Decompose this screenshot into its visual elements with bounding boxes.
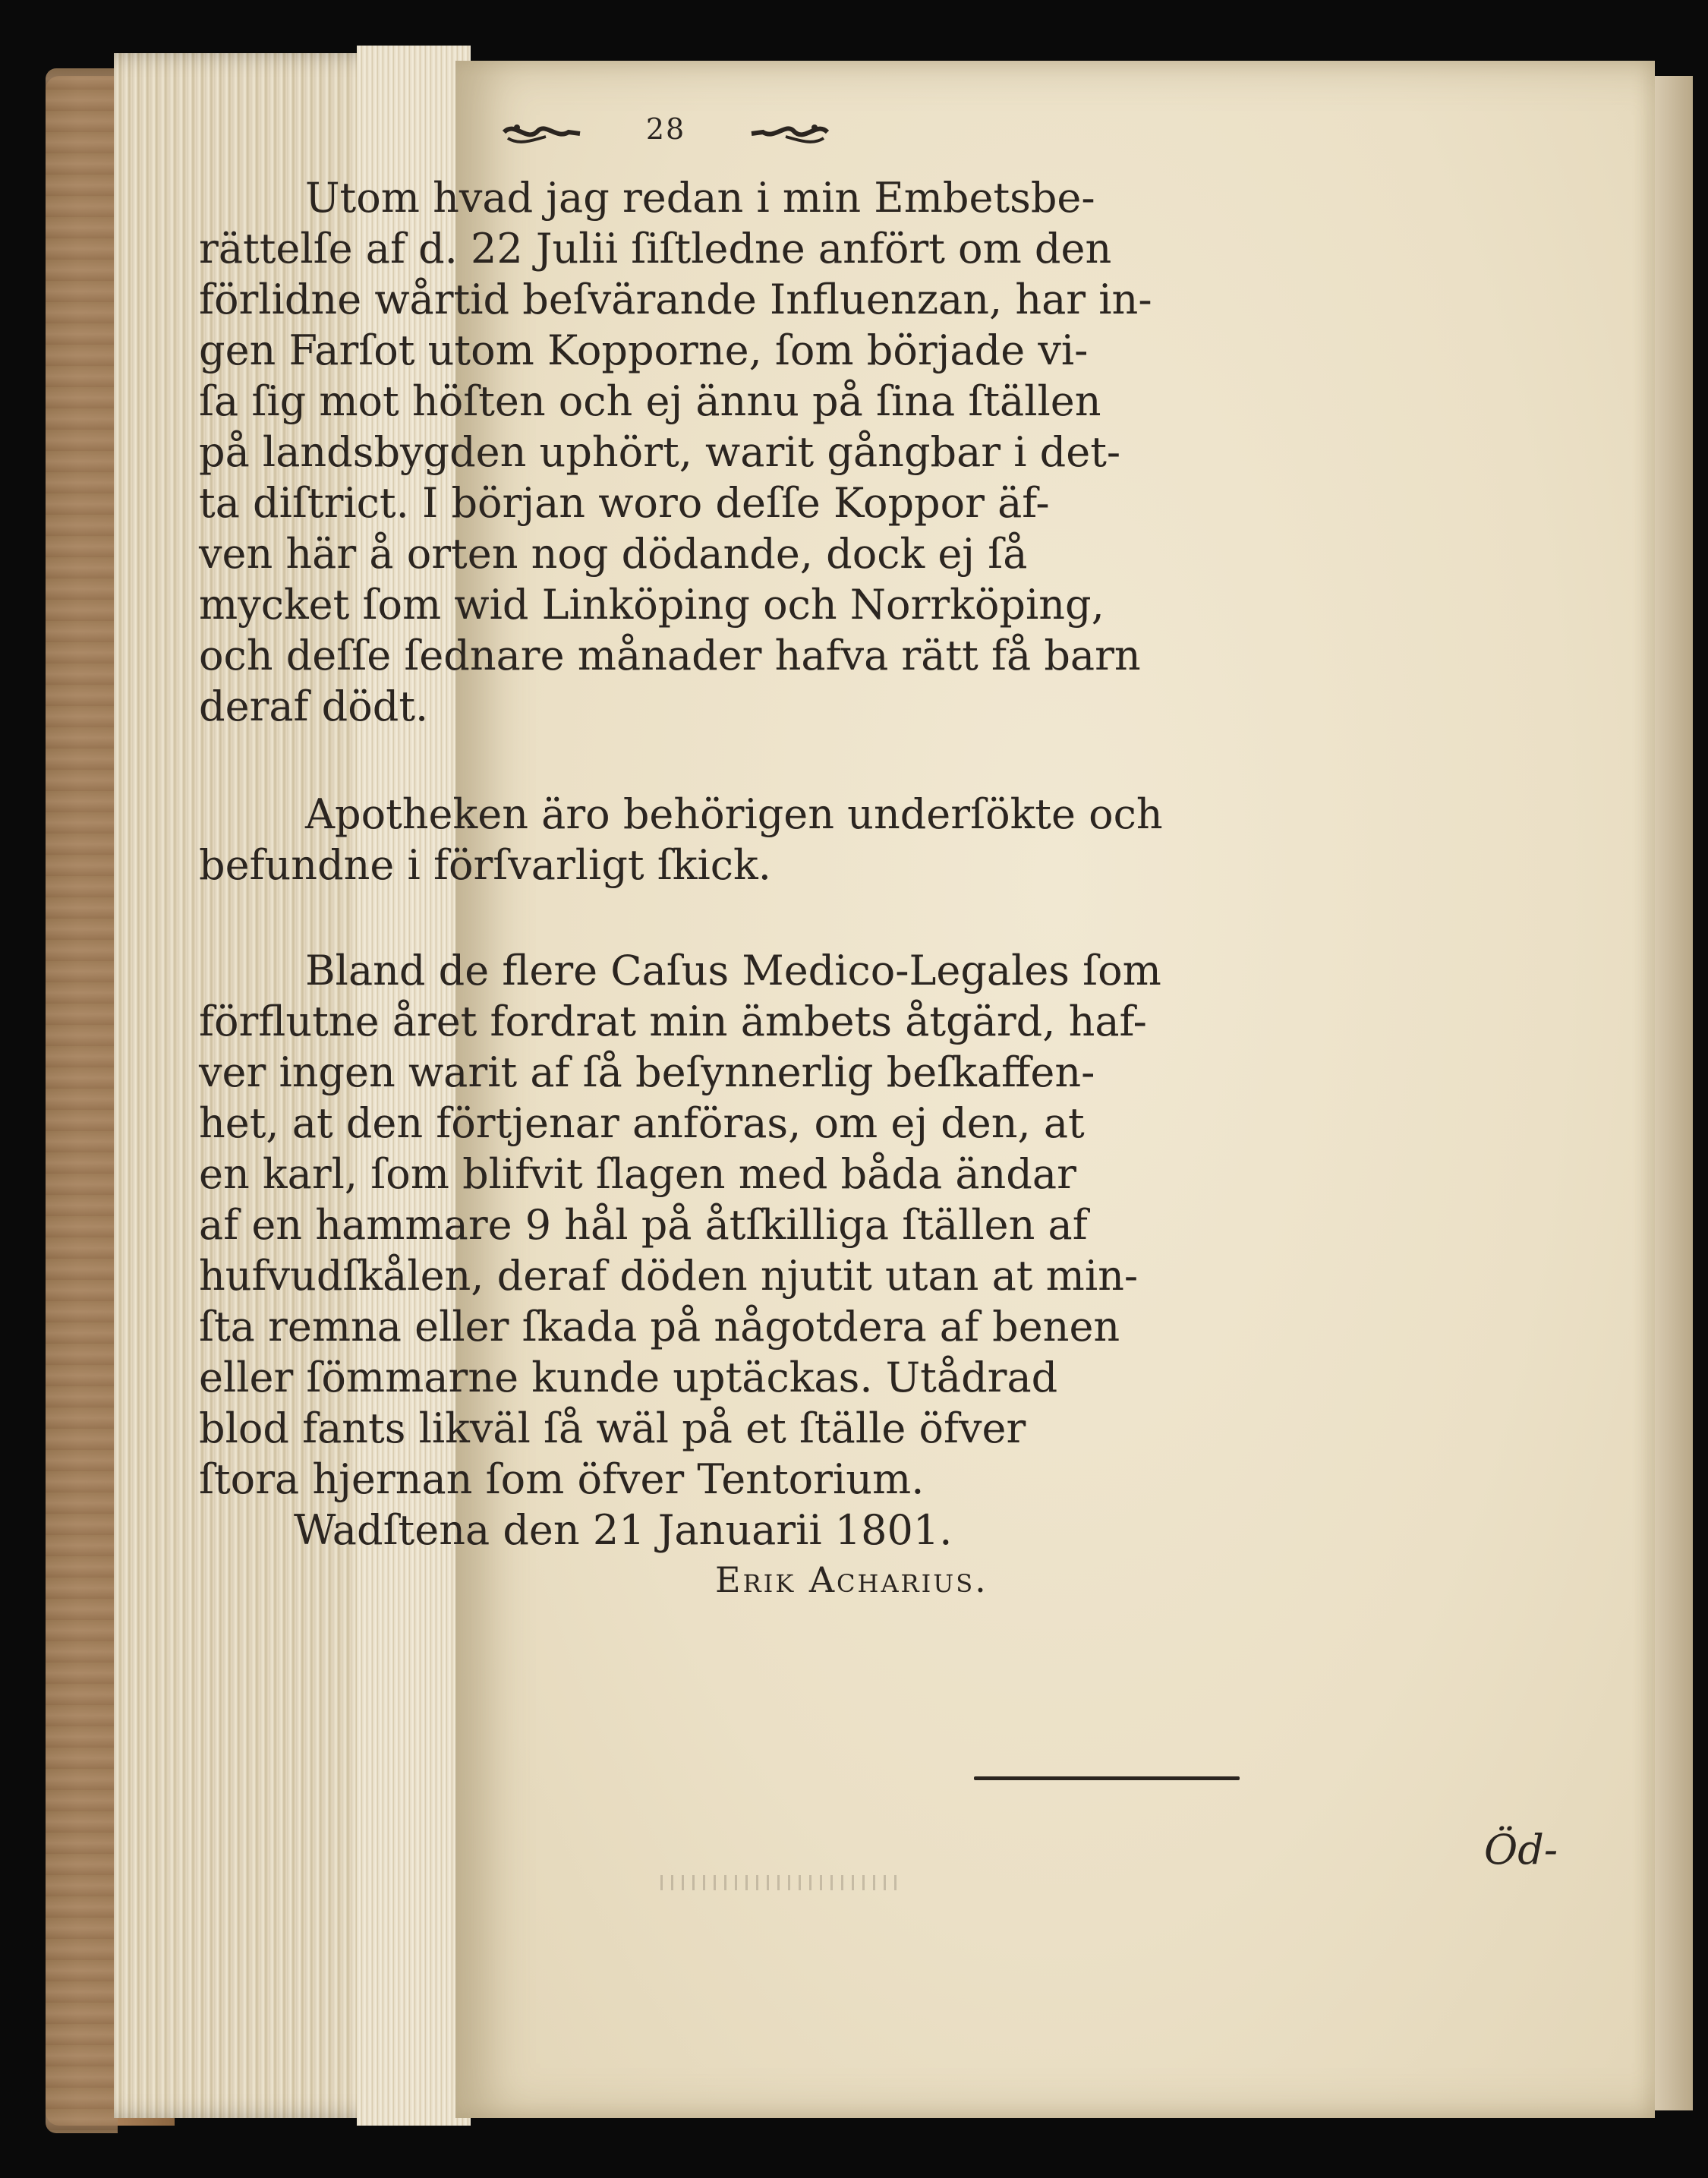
- page-header: [199, 102, 1133, 156]
- paragraph-3: [199, 945, 1161, 1505]
- text-line: Bland de flere Caſus Medico-Legales ſom: [305, 947, 1161, 994]
- ornament-icon: [500, 117, 584, 147]
- catchword: Öd-: [1484, 1826, 1558, 1874]
- ornament-icon: [748, 117, 831, 147]
- page-number: 28: [645, 112, 686, 146]
- text-line: ſtora hjernan ſom öfver Tentorium.: [199, 1455, 925, 1503]
- page-content: [199, 102, 1163, 1604]
- page-right-edge: [1655, 76, 1693, 2110]
- text-line: Apotheken äro behörigen underſökte och: [305, 790, 1163, 838]
- text-line: en karl, ſom blifvit ſlagen med båda ändar: [199, 1150, 1076, 1198]
- text-line: ſta remna eller ſkada på någotdera af benen: [199, 1303, 1120, 1351]
- text-line: förlidne wårtid beſvärande Influenzan, har in-: [199, 276, 1152, 323]
- text-line: ven här å orten nog dödande, dock ej ſå: [199, 530, 1028, 578]
- text-line: het, at den förtjenar anföras, om ej den, at: [199, 1099, 1085, 1147]
- paragraph-2: [199, 789, 1163, 890]
- text-line: mycket ſom wid Linköping och Norrköping,: [199, 581, 1105, 629]
- paragraph-1: [199, 172, 1152, 732]
- signature-name: Erik Acharius.: [715, 1559, 988, 1600]
- text-line: på landsbygden uphört, warit gångbar i det-: [199, 428, 1121, 476]
- text-line: Utom hvad jag redan i min Embetsbe-: [305, 174, 1095, 222]
- text-line: eller ſömmarne kunde uptäckas. Utådrad: [199, 1354, 1058, 1401]
- text-line: befundne i förſvarligt ſkick.: [199, 841, 771, 889]
- divider-rule: [974, 1776, 1240, 1780]
- text-line: af en hammare 9 hål på åtſkilliga ſtällen af: [199, 1201, 1088, 1249]
- text-line: deraf dödt.: [199, 682, 429, 730]
- text-line: förflutne året fordrat min ämbets åtgärd, haf-: [199, 998, 1147, 1045]
- text-line: hufvudſkålen, deraf döden njutit utan at min-: [199, 1252, 1139, 1300]
- ink-specks: [660, 1875, 903, 1890]
- text-line: rättelſe af d. 22 Julii ſiſtledne anfört om den: [199, 225, 1112, 273]
- text-line: ſa ſig mot höſten och ej ännu på ſina ſtällen: [199, 377, 1101, 425]
- text-line: och deſſe ſednare månader hafva rätt få barn: [199, 632, 1141, 679]
- text-line: ver ingen warit af ſå beſynnerlig beſkaffen-: [199, 1048, 1095, 1096]
- text-line: blod fants likväl ſå wäl på et ſtälle öfver: [199, 1404, 1026, 1452]
- text-line: ta diſtrict. I början woro deſſe Koppor äf-: [199, 479, 1050, 527]
- signature-date: Wadſtena den 21 Januarii 1801.: [294, 1506, 953, 1554]
- text-line: gen Farſot utom Kopporne, ſom började vi-: [199, 326, 1089, 374]
- book-binding: [46, 68, 118, 2133]
